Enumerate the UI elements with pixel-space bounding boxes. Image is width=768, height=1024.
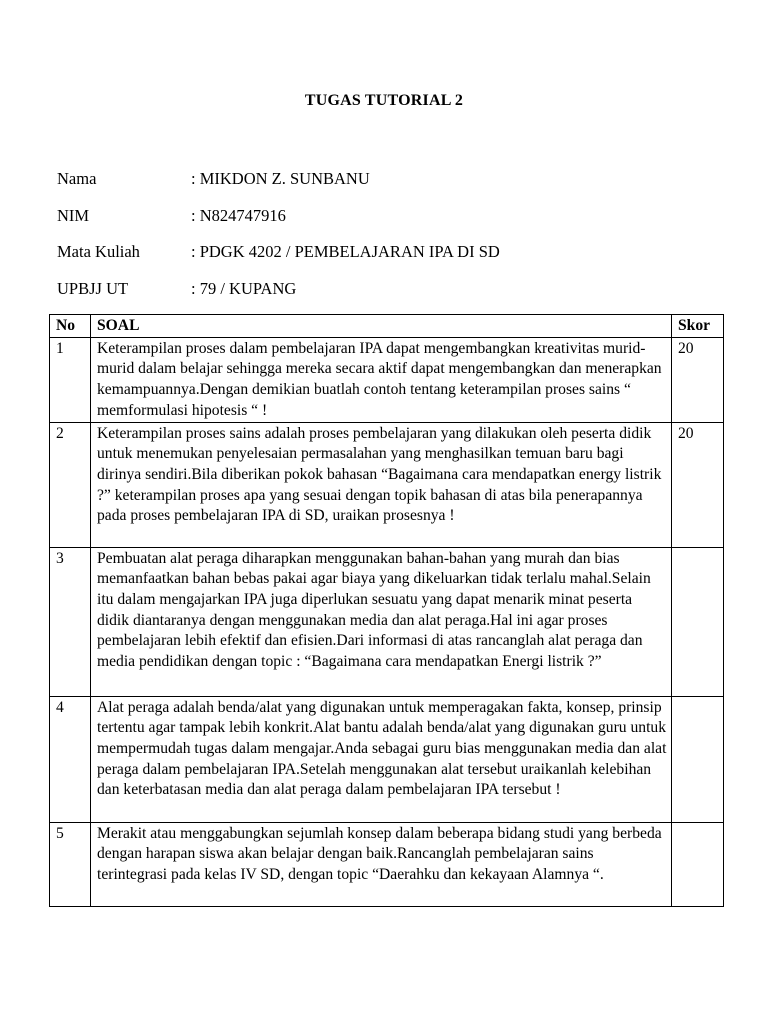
- header-skor: Skor: [672, 315, 724, 338]
- question-text: Alat peraga adalah benda/alat yang digunakan untuk memperagakan fakta, konsep, prinsip tertentu agar tampak lebih konkrit.Alat bantu adalah benda/alat yang digunakan guru untuk mempermudah tugas dalam mengajar.Anda sebagai guru bias menggunakan media dan alat peraga dalam pembelajaran IPA.Setelah menggunakan alat tersebut uraikanlah kelebihan dan keterbatasan media dan alat peraga dalam pembelajaran IPA tersebut !: [91, 696, 672, 822]
- table-row: [50, 422, 724, 547]
- info-label: Mata Kuliah: [57, 242, 140, 261]
- info-label: NIM: [57, 206, 90, 225]
- info-value: : N824747916: [191, 206, 286, 225]
- table-row: [50, 547, 724, 696]
- score-value: 20: [672, 337, 724, 422]
- question-text: Keterampilan proses sains adalah proses pembelajaran yang dilakukan oleh peserta didik untuk menemukan penyelesaian permasalahan yang menghasilkan temuan baru bagi dirinya sendiri.Bila diberikan pokok bahasan “Bagaimana cara mendapatkan energy listrik ?” keterampilan proses apa yang sesuai dengan topik bahasan di atas bila penerapannya pada proses pembelajaran IPA di SD, uraikan prosesnya !: [91, 422, 672, 547]
- table-row: [50, 696, 724, 822]
- header-no: No: [50, 315, 91, 338]
- score-value: [672, 696, 724, 822]
- info-value: : 79 / KUPANG: [191, 279, 297, 298]
- question-text: Keterampilan proses dalam pembelajaran IPA dapat mengembangkan kreativitas murid-murid dalam belajar sehingga mereka secara aktif dapat mengembangkan dan menerapkan kemampuannya.Dengan demikian buatlah contoh tentang keterampilan proses sains “ memformulasi hipotesis “ !: [91, 337, 672, 422]
- info-value: : PDGK 4202 / PEMBELAJARAN IPA DI SD: [191, 242, 500, 261]
- table-row: [50, 337, 724, 422]
- info-label: Nama: [57, 169, 97, 188]
- row-number: 2: [50, 422, 91, 547]
- header-soal: SOAL: [91, 315, 672, 338]
- row-number: 1: [50, 337, 91, 422]
- info-label: UPBJJ UT: [57, 279, 129, 298]
- question-text: Pembuatan alat peraga diharapkan menggunakan bahan-bahan yang murah dan bias memanfaatkan bahan bebas pakai agar biaya yang dikeluarkan tidak terlalu mahal.Selain itu dalam mengajarkan IPA juga diperlukan sesuatu yang dapat menarik minat peserta didik diantaranya dengan menggunakan media dan alat peraga.Hal ini agar proses pembelajaran lebih efektif dan efisien.Dari informasi di atas rancanglah alat peraga dan media pendidikan dengan topic : “Bagaimana cara mendapatkan Energi listrik ?”: [91, 547, 672, 696]
- page-title: TUGAS TUTORIAL 2: [304, 92, 464, 109]
- task-table: [49, 314, 724, 907]
- row-number: 3: [50, 547, 91, 696]
- table-header-row: [50, 315, 724, 338]
- row-number: 4: [50, 696, 91, 822]
- row-number: 5: [50, 822, 91, 906]
- score-value: [672, 822, 724, 906]
- info-value: : MIKDON Z. SUNBANU: [191, 169, 370, 188]
- score-value: [672, 547, 724, 696]
- question-text: Merakit atau menggabungkan sejumlah konsep dalam beberapa bidang studi yang berbeda dengan harapan siswa akan belajar dengan baik.Rancanglah pembelajaran sains terintegrasi pada kelas IV SD, dengan topic “Daerahku dan kekayaan Alamnya “.: [91, 822, 672, 906]
- score-value: 20: [672, 422, 724, 547]
- table-row: [50, 822, 724, 906]
